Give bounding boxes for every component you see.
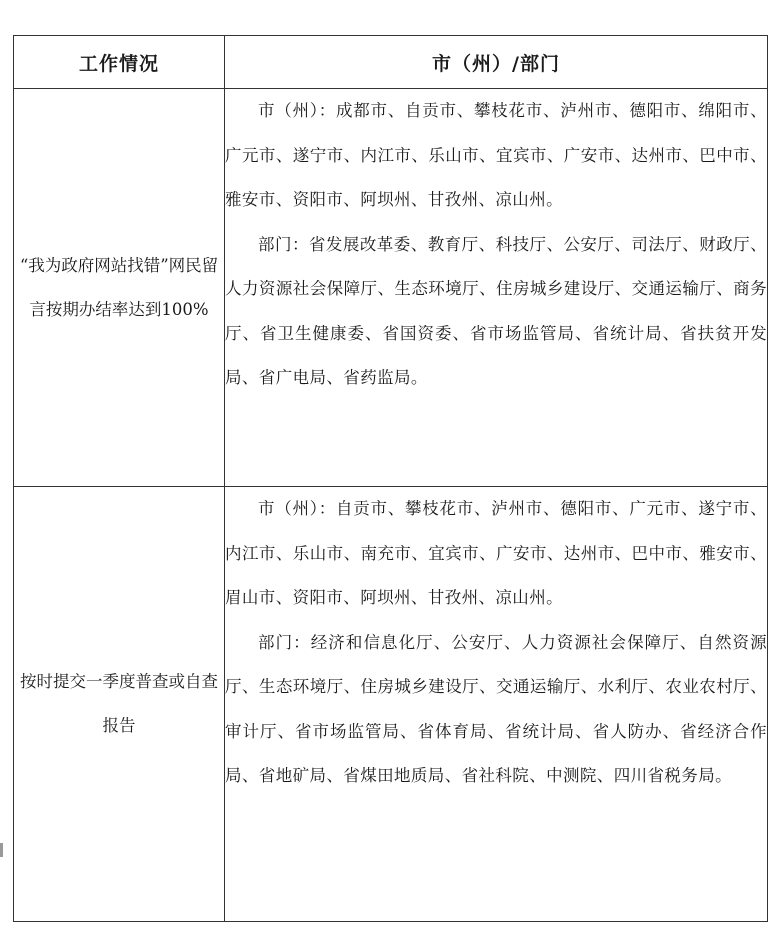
- table-row: [14, 89, 768, 487]
- header-city-department: 市（州）/部门: [225, 36, 768, 89]
- work-status-text: 按时提交一季度普查或自查报告: [20, 672, 218, 735]
- header-work-status: 工作情况: [14, 36, 225, 89]
- cities-paragraph: 市（州）：自贡市、攀枝花市、泸州市、德阳市、广元市、遂宁市、内江市、乐山市、南充市、宜宾市、广安市、达州市、巴中市、雅安市、眉山市、资阳市、阿坝州、甘孜州、凉山州。: [225, 499, 767, 607]
- city-department-cell: [225, 89, 768, 487]
- departments-paragraph: 部门：省发展改革委、教育厅、科技厅、公安厅、司法厅、财政厅、人力资源社会保障厅、生态环境厅、住房城乡建设厅、交通运输厅、商务厅、省卫生健康委、省国资委、省市场监管局、省统计局、省扶贫开发局、省广电局、省药监局。: [225, 234, 767, 387]
- table-row: [14, 487, 768, 922]
- status-table: [13, 35, 768, 922]
- page-edge-mark: [0, 843, 3, 857]
- departments-paragraph: 部门：经济和信息化厅、公安厅、人力资源社会保障厅、自然资源厅、生态环境厅、住房城乡建设厅、交通运输厅、水利厅、农业农村厅、审计厅、省市场监管局、省体育局、省统计局、省人防办、省经济合作局、省地矿局、省煤田地质局、省社科院、中测院、四川省税务局。: [225, 632, 767, 785]
- work-status-cell: [14, 89, 225, 487]
- table-header-row: [14, 36, 768, 89]
- work-status-cell: [14, 487, 225, 922]
- work-status-text: “我为政府网站找错”网民留言按期办结率达到100%: [19, 255, 219, 319]
- city-department-cell: [225, 487, 768, 922]
- cities-paragraph: 市（州）：成都市、自贡市、攀枝花市、泸州市、德阳市、绵阳市、广元市、遂宁市、内江市、乐山市、宜宾市、广安市、达州市、巴中市、雅安市、资阳市、阿坝州、甘孜州、凉山州。: [225, 101, 767, 209]
